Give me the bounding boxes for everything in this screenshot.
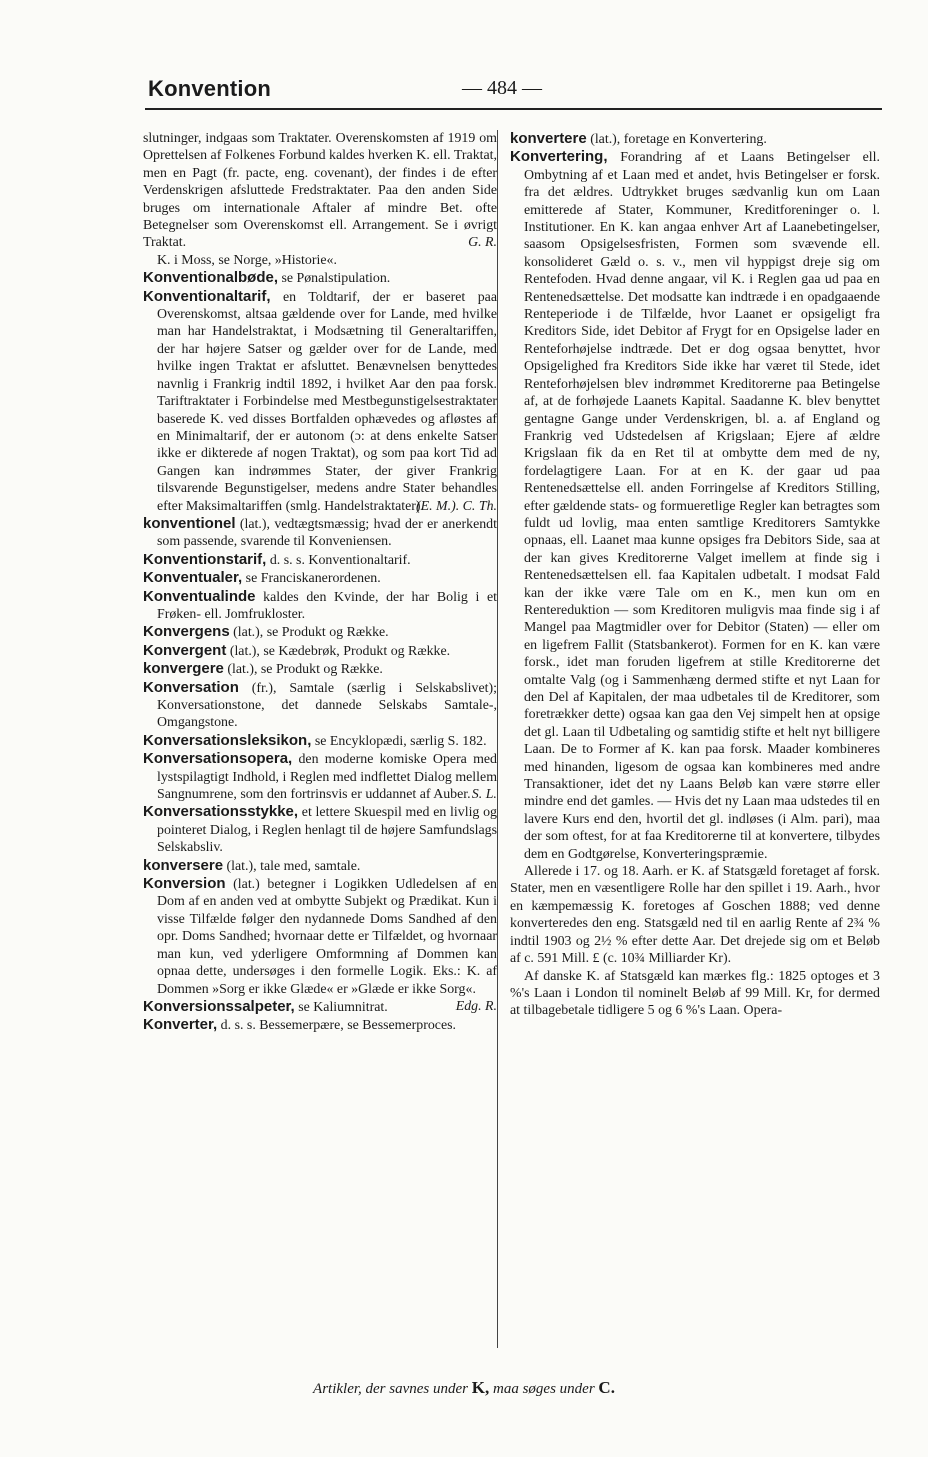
entry-headword: Konversationsstykke, — [143, 803, 299, 821]
entry-text: kaldes den Kvinde, der har Bolig i et Frøken- ell. Jomfrukloster. — [157, 589, 497, 622]
entry-headword: Konverter, — [143, 1016, 218, 1034]
entry-headword: Konventionalbøde, — [143, 269, 278, 287]
signature: G. R. — [468, 235, 497, 251]
entry-text: (lat.), foretage en Konvertering. — [586, 132, 767, 147]
entry-headword: Konvergens — [143, 623, 230, 641]
entry-text: (lat.), tale med, samtale. — [223, 858, 361, 874]
dictionary-entry — [143, 269, 497, 287]
intro-paragraph: slutninger, indgaas som Traktater. Overenskomsten af 1919 om Oprettelsen af Folkenes Forbund kaldes hverken K. ell. Traktat, men en Pagt (fr. pacte, eng. covenant), der findes i de efter Verdenskrigen afsluttede Fredstraktater. Paa den anden Side bruges om internationale Aftaler af mindre Bet. ofte Betegnelser som Overenskomst ell. Arrangement. Se i øvrigt Traktat. G. R. — [143, 131, 497, 251]
entry-text: d. s. s. Konventionaltarif. — [266, 552, 411, 568]
entry-text: den moderne komiske Opera med lystspilagtigt Indhold, i Reglen med indflettet Dialog mellem Sangnumrene, som den fortrinsvis er uddannet af Auber. — [157, 752, 497, 803]
page-header — [140, 70, 780, 110]
entry-text: Forandring af et Laans Betingelser ell. Ombytning af et Laan med et andet, hvis Betingelser er forsk. fra det ældres. Udtrykket bruges sædvanlig kun om Laan emitterede af Stater, Kommuner, Kreditforeninger o. l. Institutioner. En K. kan angaa enhver Art af Laanebetingelser, saasom Opsigelsesfristen, Formen som svævende ell. konsolideret Gæld o. s. v., men vil hyppigst dreje sig om Rentefoden. Hvad denne angaar, vil K. i Reglen gaa ud paa en Rentenedsættelse. Det modsatte kan indtræde i en opadgaaende Renteperiode i de Tilfælde, hvor Laanet er opsigeligt fra Kreditors Side, idet Debitor af Frygt for en Opsigelse lader en Renteforhøjelse indtræde. Det er dog ogsaa benyttet, hvor Opsigelighed fra Kreditors Side ikke har været til Stede, idet Renteforhøjelsen blev indrømmet Kreditorerne paa Betingelse af, at de forhøjede Laanets Kapital. Saadanne K. blev benyttet gentagne Gange under Verdenskrigen, bl. a. af England og Frankrig ved Udstedelsen af Krigslaan; Ejere af ældre Krigslaan fik da en Ret til at ombytte dem med de ny, fordelagtigere Laan. For at en K. der gaar ud paa Rentenedsættelse ell. anden Forringelse af Kreditors Stilling, efter gældende stats- og formueretlige Regler kan betragtes som fuldt ud lovlig, maa enten samtlige Kreditorers Samtykke opnaas, ell. Laanet maa kunne opsiges fra Debitors Side, saa at der kan gives Kreditorerne Valget imellem at finde sig i Rentenedsættelsen ell. faa Kapitalen udbetalt. I modsat Fald kan der ikke være Tale om en K., men kun om en Rentereduktion — som Kreditoren muligvis maa finde sig i af Mangel paa Magtmidler over for Debitor (Staten) — eller om en ligefrem Fallit (Statsbankerot). Formen for en K. kan være forsk., idet man foruden ligefrem at stille Kreditorerne det omtalte Valg (og i Sammenhæng dermed stifte et nyt Laan for den Del af Kapitalen, der maa udbetales til de Kreditorer, som foretrækker dette) ogsaa kan gaa den Vej simpelt hen at opsige det gl. Laan til Udbetaling og samtidig stifte et helt nyt billigere Laan. De to Former af K. kan paa forsk. Maader kombineres med hinanden, ligesom de ogsaa kan kombineres med andre Transaktioner, idet det ny Laans Beløb kan være større eller mindre end det gamles. — Hvis det ny Laan maa udstedes til en lavere Kurs end den, hvortil det gl. indløses (i Alm. pari), maa der som oftest, for at faa Kreditorerne til at konvertere, tilbydes dem en Godtgørelse, Konverteringspræmie. — [524, 150, 880, 862]
entry-text: d. s. s. Bessemerpære, se Bessemerproces. — [217, 1018, 456, 1034]
entry-text: (lat.), se Kædebrøk, Produkt og Række. — [226, 643, 451, 659]
right-entries — [510, 130, 880, 863]
entry-text: (lat.), se Produkt og Række. — [223, 662, 383, 678]
entry-headword: konvertere — [510, 130, 587, 147]
dictionary-entry — [143, 732, 497, 750]
entry-headword: konvergere — [143, 660, 224, 678]
dictionary-entry — [143, 857, 497, 875]
entry-headword: konversere — [143, 856, 224, 874]
entry-headword: Konventualer, — [143, 569, 243, 587]
entry-headword: Konventionstarif, — [143, 550, 267, 568]
entry-headword: Konversationsopera, — [143, 750, 293, 768]
dictionary-entry — [143, 623, 497, 641]
dictionary-entry — [143, 642, 497, 660]
entry-text: (lat.), vedtægtsmæssig; hvad der er anerkendt som passende, svarende til Konveniensen. — [157, 516, 497, 550]
entry-text: se Pønalstipulation. — [278, 271, 391, 287]
dictionary-entry — [143, 288, 497, 515]
entry-headword: Konversionssalpeter, — [143, 997, 295, 1015]
entry-text: (fr.), Samtale (særlig i Selskabslivet); Konversationstone, det dannede Selskabs Samtale-, Omgangstone. — [157, 680, 497, 731]
entry-headword: Konventualinde — [143, 587, 256, 605]
dictionary-entry — [143, 515, 497, 551]
running-title: Konvention — [148, 76, 271, 101]
entry-text: se Encyklopædi, særlig S. 182. — [311, 733, 487, 749]
dictionary-entry — [143, 551, 497, 569]
column-separator — [497, 130, 498, 1348]
entry-text: se Kaliumnitrat. — [294, 999, 388, 1015]
entry-text: se Franciskanerordenen. — [242, 571, 381, 587]
signature: (E. M.). C. Th. — [415, 498, 497, 514]
entry-text: en Toldtarif, der er baseret paa Overenskomst, altsaa gældende over for Lande, med hvilke man har Handelstraktat, i Modsætning til Generaltariffen, der har højere Satser og gælder over for de Lande, med hvilke ingen Traktat er afsluttet. Benævnelsen benyttedes navnlig i Frankrig indtil 1892, i hvilket Aar den paa forsk. Tariftraktater i Forbindelse med Mestbegunstigelsestraktater baserede K. ved disses Bortfalden ophævedes og afløstes af en Minimaltarif, der er autonom (ɔ: at dens enkelte Satser ikke er dikterede af nogen Traktat), og som paa kort Tid ad Gangen kan indrømmes Stater, der giver Frankrig tilsvarende Begunstigelser, medens andre Stater behandles efter Maksimaltariffen (smlg. Handelstraktater). — [157, 289, 497, 514]
dictionary-entry — [143, 569, 497, 587]
entry-headword: konventionel — [143, 514, 236, 532]
left-entries — [143, 269, 497, 1034]
entry-text: (lat.) betegner i Logikken Udledelsen af en Dom af en anden ved at ombytte Subjekt og Prædikat. Kun i visse Tilfælde følger den nydannede Doms Sandhed af den opr. Doms Sandhed; hvornaar dette er Tilfældet, og hvornaar man kun, ved yderligere Omformning af Dommen kan opnaa dette, undersøges i den formelle Logik. Eks.: K. af Dommen »Sorg er ikke Glæde« er »Glæde er ikke Sorg«. — [157, 877, 497, 997]
dictionary-entry — [143, 803, 497, 856]
dictionary-entry — [510, 148, 880, 863]
entry-headword: Konversationsleksikon, — [143, 731, 312, 749]
entry-headword: Konventionaltarif, — [143, 287, 271, 305]
dictionary-entry — [143, 588, 497, 624]
page-number: — 484 — — [462, 77, 542, 99]
dictionary-entry — [143, 660, 497, 678]
signature: S. L. — [471, 787, 497, 803]
entry-text: et lettere Skuespil med en livlig og pointeret Dialog, i Reglen henlagt til de højere Samfundslags Selskabsliv. — [157, 805, 497, 856]
entry-headword: Konvergent — [143, 641, 227, 659]
header-rule — [145, 108, 882, 110]
left-column — [143, 130, 497, 1035]
right-column — [510, 130, 880, 1020]
dictionary-entry — [143, 679, 497, 732]
dictionary-entry — [143, 1016, 497, 1034]
dictionary-entry — [510, 130, 880, 148]
signature: Edg. R. — [455, 998, 497, 1014]
dictionary-entry — [143, 998, 497, 1016]
entry-headword: Konvertering, — [510, 148, 608, 166]
paragraph-danish: Af danske K. af Statsgæld kan mærkes flg.: 1825 optoges et 3 %'s Laan i London til nominelt Beløb af 99 Mill. Kr, for dermed at tilbagebetale tidligere 5 og 6 %'s Laan. Opera- — [510, 968, 880, 1019]
footer-note: Artikler, der savnes under K, maa søges under C. — [313, 1378, 615, 1397]
paragraph-history: Allerede i 17. og 18. Aarh. er K. af Statsgæld foretaget af forsk. Stater, men en væsentligere Rolle har den spillet i 19. Aarh., hvor en kæmpemæssig K. foretoges af Goschen 1888; ved denne konverteredes den eng. Statsgæld ned til en aarlig Rente af 2¾ % indtil 1903 og 2½ % efter dette Aar. Det drejede sig om et Beløb af c. 591 Mill. £ (c. 10¾ Milliarder Kr). — [510, 864, 880, 967]
entry-text: (lat.), se Produkt og Række. — [229, 625, 389, 641]
dictionary-entry — [143, 750, 497, 803]
moss-reference: K. i Moss, se Norge, »Historie«. — [157, 252, 337, 268]
entry-headword: Konversion — [143, 875, 226, 893]
entry-headword: Konversation — [143, 678, 239, 696]
